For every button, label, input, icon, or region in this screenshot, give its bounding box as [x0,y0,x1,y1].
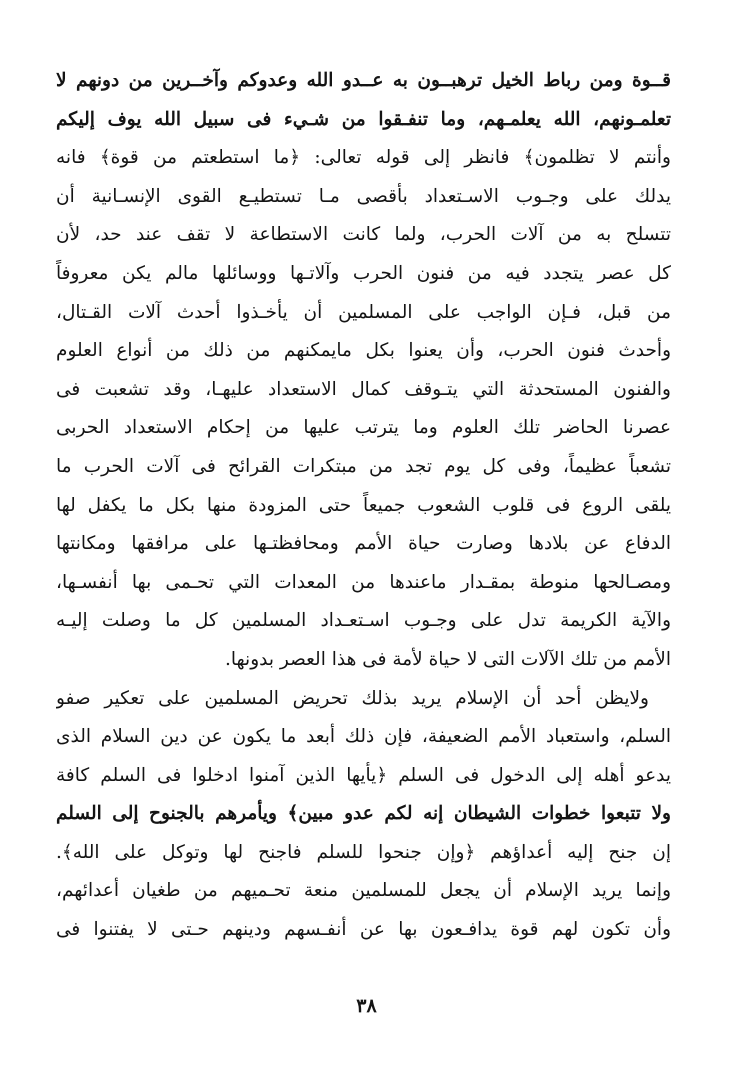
text-line: يدلك على وجـوب الاسـتعداد بأقصى مـا تستطيـع القوى الإنسـانية أن [56,185,671,207]
text-line: يلقى الروع فى قلوب الشعوب جميعاً حتى المزودة منها بكل ما يكفل لها [56,494,671,516]
text-line: وأنتم لا تظلمون﴾ فانظر إلى قوله تعالى: ﴿ما استطعتم من قوة﴾ فانه [56,147,671,169]
text-line: الدفاع عن بلادها وصارت حياة الأمم ومحافظتـها على مرافقها ومكانتها [56,533,671,555]
text-line: تشعباً عظيماً، وفى كل يوم تجد من مبتكرات القرائح فى آلات الحرب ما [56,455,671,477]
text-line: قــوة ومن رباط الخيل ترهبــون به عــدو الله وعدوكم وآخــرين من دونهم لا [56,70,671,91]
text-line: إن جنح إليه أعداؤهم ﴿وإن جنحوا للسلم فاجنح لها وتوكل على الله﴾. [56,841,671,863]
text-line: عصرنا الحاضر تلك العلوم وما يترتب عليها من إحكام الاستعداد الحربى [56,417,671,439]
text-line: السلم، واستعباد الأمم الضعيفة، فإن ذلك أبعد ما يكون عن دين السلام الذى [56,726,671,748]
text-line: والفنون المستحدثة التي يتـوقف كمال الاستعداد عليهـا، وقد تشعبت فى [56,378,671,400]
text-line: وأحدث فنون الحرب، وأن يعنوا بكل مايمكنهم من ذلك من أنواع العلوم [56,340,671,362]
text-line: ومصـالحها منوطة بمقـدار ماعندها من المعدات التي تحـمى بها أنفسـها، [56,571,671,593]
text-line: وأن تكون لهم قوة يدافـعون بها عن أنفـسهم ودينهم حـتى لا يفتنوا فى [56,919,671,941]
text-line: تتسلح به من آلات الحرب، ولما كانت الاستطاعة لا تقف عند حد، لأن [56,224,671,246]
text-line: وإنما يريد الإسلام أن يجعل للمسلمين منعة تحـميهم من طغيان أعدائهم، [56,880,671,902]
text-line: تعلمـونهم، الله يعلمـهم، وما تنفـقوا من شـيء فى سبيل الله يوف إليكم [56,108,671,130]
text-line: والآية الكريمة تدل على وجـوب اسـتعـداد المسلمين كل ما وصلت إليـه [56,610,671,632]
text-line: ولايظن أحد أن الإسلام يريد بذلك تحريض المسلمين على تعكير صفو [56,687,649,709]
page-number: ٣٨ [356,995,377,1017]
text-line: من قبل، فـإن الواجب على المسلمين أن يأخـذوا أحدث آلات القـتال، [56,301,671,323]
text-line: الأمم من تلك الآلات التى لا حياة لأمة فى هذا العصر بدونها. [225,648,671,670]
text-line: يدعو أهله إلى الدخول فى السلم ﴿يأيها الذين آمنوا ادخلوا فى السلم كافة [56,764,671,786]
text-line: ولا تتبعوا خطوات الشيطان إنه لكم عدو مبين﴾ ويأمرهم بالجنوح إلى السلم [56,803,671,825]
body-text [56,62,671,950]
text-line: كل عصر يتجدد فيه من فنون الحرب وآلاتـها ووسائلها مالم يكن معروفاً [56,262,671,284]
